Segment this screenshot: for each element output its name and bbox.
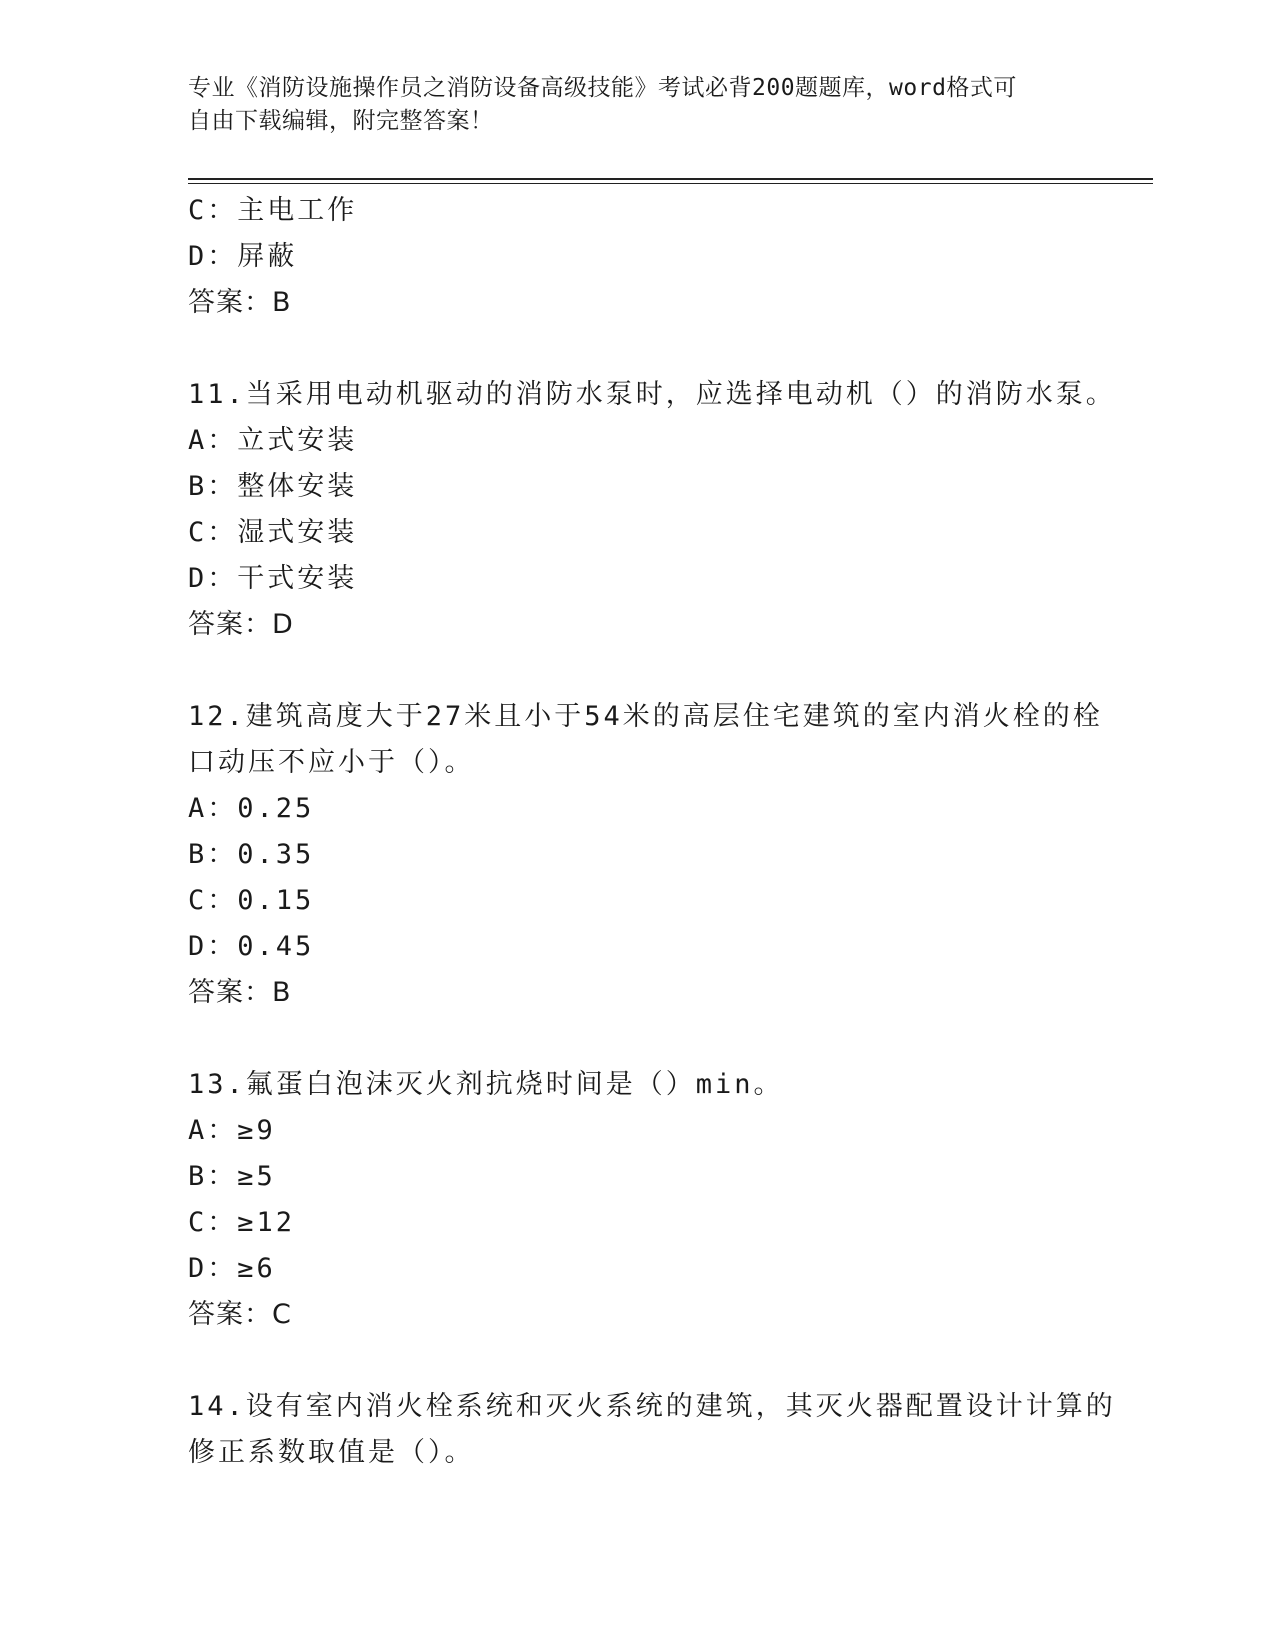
spacer [188,1016,1088,1062]
question-12 [188,694,1103,1016]
option-c: C：0.15 [188,885,315,916]
option-d: D：屏蔽 [188,241,298,272]
option-d: D：0.45 [188,931,315,962]
question-13 [188,1062,1088,1338]
spacer [188,1338,1088,1384]
header-divider-thin [188,183,1153,184]
option-a: A：≥9 [188,1115,276,1146]
question-14 [188,1384,1116,1476]
question-10-continued [188,188,1088,326]
option-b: B：整体安装 [188,471,358,502]
question-stem-line-2: 修正系数取值是（）。 [188,1437,475,1468]
question-stem-line-1: 12.建筑高度大于27米且小于54米的高层住宅建筑的室内消火栓的栓 [188,701,1103,732]
header-divider-thick [188,178,1153,180]
option-c: C：≥12 [188,1207,296,1238]
option-c: C：湿式安装 [188,517,358,548]
answer-text: 答案：B [188,287,292,318]
document-header [188,72,1068,138]
question-list [188,188,1116,1476]
option-c: C：主电工作 [188,195,358,226]
option-d: D：干式安装 [188,563,358,594]
question-stem-line-1: 14.设有室内消火栓系统和灭火系统的建筑，其灭火器配置设计计算的 [188,1391,1116,1422]
question-11 [188,372,1116,648]
option-a: A：0.25 [188,793,315,824]
question-stem: 13.氟蛋白泡沫灭火剂抗烧时间是（）min。 [188,1069,784,1100]
question-stem: 11.当采用电动机驱动的消防水泵时，应选择电动机（）的消防水泵。 [188,379,1116,410]
option-d: D：≥6 [188,1253,276,1284]
header-title-line-2: 自由下载编辑，附完整答案！ [188,108,494,134]
answer-text: 答案：B [188,977,292,1008]
header-title-line-1: 专业《消防设施操作员之消防设备高级技能》考试必背200题题库，word格式可 [188,75,1017,101]
spacer [188,326,1088,372]
option-b: B：≥5 [188,1161,276,1192]
option-a: A：立式安装 [188,425,358,456]
spacer [188,648,1088,694]
answer-text: 答案：C [188,1299,292,1330]
option-b: B：0.35 [188,839,315,870]
answer-text: 答案：D [188,609,294,640]
question-stem-line-2: 口动压不应小于（）。 [188,747,475,778]
